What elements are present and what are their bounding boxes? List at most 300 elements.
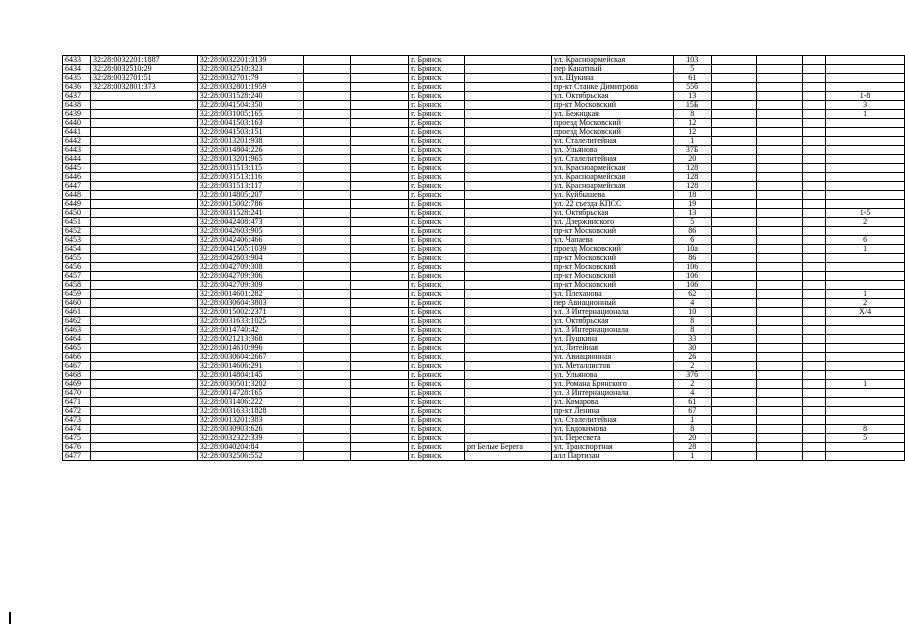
cell-col-10 [711,110,757,119]
cell-apartment [826,371,905,380]
table-row [63,299,905,308]
cell-col-12 [803,209,826,218]
cell-col-4 [303,119,351,128]
cell-apartment: 1 [826,245,905,254]
cell-col-4 [303,317,351,326]
cell-house-number: 4 [673,389,711,398]
cell-cadastral-number-old [90,245,197,254]
cell-col-5 [351,389,409,398]
cell-cadastral-number: 32:28:0031633:1025 [197,317,303,326]
cell-col-11 [757,101,803,110]
cell-col-12 [803,92,826,101]
cell-col-12 [803,326,826,335]
cell-settlement [465,353,552,362]
cell-street: пр-кт Станке Димитрова [551,83,673,92]
cell-row-number: 6467 [63,362,91,371]
cell-col-11 [757,218,803,227]
cell-col-11 [757,173,803,182]
cell-col-12 [803,173,826,182]
cell-settlement [465,308,552,317]
cell-col-5 [351,326,409,335]
cell-col-5 [351,137,409,146]
cell-col-10 [711,92,757,101]
cell-col-10 [711,389,757,398]
cell-row-number: 6459 [63,290,91,299]
cell-house-number: 86 [673,254,711,263]
cell-house-number: 8 [673,326,711,335]
cell-col-12 [803,245,826,254]
cell-cadastral-number: 32:28:0041503:151 [197,128,303,137]
cell-settlement [465,65,552,74]
cell-col-5 [351,308,409,317]
cell-apartment: 1-8 [826,92,905,101]
cell-col-10 [711,272,757,281]
cell-cadastral-number-old [90,335,197,344]
table-row [63,146,905,155]
cell-cadastral-number-old [90,254,197,263]
cell-house-number: 8 [673,425,711,434]
cell-cadastral-number-old [90,389,197,398]
cell-row-number: 6460 [63,299,91,308]
cell-col-12 [803,425,826,434]
cell-house-number: 4 [673,299,711,308]
cell-row-number: 6437 [63,92,91,101]
cell-col-4 [303,155,351,164]
cell-city: г. Брянск [409,398,465,407]
cell-cadastral-number-old [90,326,197,335]
cell-col-10 [711,182,757,191]
cell-street: пер Канатный [551,65,673,74]
cell-col-4 [303,209,351,218]
cell-col-4 [303,398,351,407]
cell-row-number: 6456 [63,263,91,272]
cell-street: проезд Московский [551,128,673,137]
cell-settlement [465,146,552,155]
cell-city: г. Брянск [409,245,465,254]
cell-col-10 [711,146,757,155]
cell-col-10 [711,164,757,173]
cell-cadastral-number-old [90,200,197,209]
cell-row-number: 6452 [63,227,91,236]
cell-row-number: 6440 [63,119,91,128]
cell-street: ул. Щукина [551,74,673,83]
cell-cadastral-number: 32:28:0014804:226 [197,146,303,155]
cell-col-5 [351,452,409,461]
cell-col-4 [303,380,351,389]
cell-row-number: 6451 [63,218,91,227]
cell-city: г. Брянск [409,182,465,191]
cell-col-12 [803,362,826,371]
cell-col-11 [757,83,803,92]
cell-row-number: 6475 [63,434,91,443]
cell-col-5 [351,344,409,353]
cell-col-12 [803,200,826,209]
cell-apartment [826,326,905,335]
cell-col-11 [757,407,803,416]
cell-col-4 [303,353,351,362]
table-row [63,389,905,398]
cell-apartment: Х/4 [826,308,905,317]
cell-col-4 [303,74,351,83]
cell-apartment [826,263,905,272]
cell-col-5 [351,371,409,380]
cell-apartment [826,128,905,137]
cell-settlement [465,380,552,389]
cell-cadastral-number-old [90,452,197,461]
cell-col-10 [711,452,757,461]
table-row [63,362,905,371]
cell-cadastral-number-old [90,290,197,299]
cell-row-number: 6450 [63,209,91,218]
cell-cadastral-number: 32:28:0014601:282 [197,290,303,299]
cell-house-number: 103 [673,56,711,65]
table-row [63,245,905,254]
cell-apartment [826,191,905,200]
cell-apartment: 2 [826,299,905,308]
cell-house-number: 5 [673,218,711,227]
table-row [63,344,905,353]
cell-col-5 [351,227,409,236]
cell-house-number: 106 [673,263,711,272]
table-row [63,281,905,290]
table-row [63,164,905,173]
cell-street: ул. 3 Интернационала [551,326,673,335]
cell-row-number: 6458 [63,281,91,290]
cell-city: г. Брянск [409,74,465,83]
cell-street: ул. Романа Брянского [551,380,673,389]
cell-apartment [826,353,905,362]
cell-col-12 [803,164,826,173]
table-row [63,119,905,128]
cell-city: г. Брянск [409,110,465,119]
cell-street: ул. Пушкина [551,335,673,344]
cell-col-10 [711,290,757,299]
cell-cadastral-number-old [90,101,197,110]
cell-cadastral-number: 32:28:0032801:1959 [197,83,303,92]
cell-col-5 [351,290,409,299]
cell-city: г. Брянск [409,452,465,461]
cell-row-number: 6462 [63,317,91,326]
cell-col-12 [803,155,826,164]
cell-col-4 [303,101,351,110]
cell-col-10 [711,263,757,272]
cell-apartment [826,272,905,281]
cell-col-5 [351,173,409,182]
cell-row-number: 6434 [63,65,91,74]
cell-col-5 [351,263,409,272]
cell-col-4 [303,434,351,443]
cell-col-5 [351,236,409,245]
cell-street: ул. Октябрьская [551,317,673,326]
table-row [63,326,905,335]
cell-cadastral-number-old [90,398,197,407]
cell-street: пр-кт Московский [551,272,673,281]
cell-house-number: 19 [673,200,711,209]
cell-cadastral-number-old [90,137,197,146]
cell-city: г. Брянск [409,128,465,137]
cell-city: г. Брянск [409,263,465,272]
cell-col-11 [757,434,803,443]
cell-cadastral-number-old: 32:28:0032510:29 [90,65,197,74]
cell-col-11 [757,353,803,362]
cell-col-10 [711,56,757,65]
cell-cadastral-number: 32:28:0032701:79 [197,74,303,83]
cell-settlement [465,452,552,461]
cell-street: ул. Ульянова [551,371,673,380]
cell-apartment: 1-5 [826,209,905,218]
cell-col-4 [303,308,351,317]
cell-col-5 [351,317,409,326]
cell-cadastral-number-old [90,425,197,434]
cell-house-number: 8 [673,317,711,326]
cell-col-12 [803,416,826,425]
cell-col-11 [757,74,803,83]
cell-col-5 [351,425,409,434]
cell-settlement [465,83,552,92]
cell-cadastral-number-old [90,443,197,452]
cell-street: пер Авиационный [551,299,673,308]
cell-col-10 [711,245,757,254]
cell-house-number: 128 [673,164,711,173]
cell-cadastral-number: 32:28:0031633:1828 [197,407,303,416]
cell-settlement [465,164,552,173]
cell-apartment [826,119,905,128]
cell-apartment [826,83,905,92]
cell-house-number: 30 [673,344,711,353]
cell-cadastral-number-old [90,380,197,389]
cell-city: г. Брянск [409,236,465,245]
cell-col-10 [711,200,757,209]
table-row [63,191,905,200]
cell-house-number: 2 [673,362,711,371]
cell-col-10 [711,83,757,92]
cell-apartment: 1 [826,380,905,389]
cell-apartment [826,416,905,425]
cell-col-10 [711,353,757,362]
cell-city: г. Брянск [409,443,465,452]
cell-col-10 [711,326,757,335]
cell-col-10 [711,362,757,371]
cell-row-number: 6469 [63,380,91,389]
cell-city: г. Брянск [409,335,465,344]
cell-settlement [465,362,552,371]
cell-col-12 [803,380,826,389]
cell-col-11 [757,200,803,209]
cell-cadastral-number-old [90,434,197,443]
cell-col-10 [711,308,757,317]
cell-row-number: 6476 [63,443,91,452]
cell-house-number: 106 [673,281,711,290]
cell-col-4 [303,200,351,209]
cell-cadastral-number: 32:28:0042408:473 [197,218,303,227]
cell-street: проезд Московский [551,119,673,128]
cell-cadastral-number-old [90,416,197,425]
cell-settlement [465,155,552,164]
cell-settlement [465,137,552,146]
cell-col-5 [351,416,409,425]
cell-col-4 [303,236,351,245]
cell-col-5 [351,119,409,128]
cell-col-12 [803,317,826,326]
cell-city: г. Брянск [409,173,465,182]
cell-row-number: 6457 [63,272,91,281]
cell-cadastral-number-old [90,371,197,380]
cell-row-number: 6455 [63,254,91,263]
cell-row-number: 6464 [63,335,91,344]
cell-col-12 [803,119,826,128]
cell-house-number: 26 [673,353,711,362]
cell-col-10 [711,218,757,227]
cell-cadastral-number: 32:28:0021213:368 [197,335,303,344]
cell-apartment [826,146,905,155]
cell-col-4 [303,407,351,416]
cell-street: ул. Дзержинского [551,218,673,227]
cell-col-11 [757,335,803,344]
cell-city: г. Брянск [409,290,465,299]
cell-cadastral-number-old [90,173,197,182]
cell-col-5 [351,83,409,92]
cell-row-number: 6438 [63,101,91,110]
cell-settlement [465,407,552,416]
cell-city: г. Брянск [409,326,465,335]
cell-col-4 [303,362,351,371]
cell-city: г. Брянск [409,218,465,227]
cell-house-number: 28 [673,443,711,452]
cell-col-12 [803,65,826,74]
cell-street: ул. Сталелитейная [551,155,673,164]
cell-row-number: 6447 [63,182,91,191]
cell-cadastral-number: 32:28:0031528:240 [197,92,303,101]
cell-cadastral-number: 32:28:0014804:145 [197,371,303,380]
cell-apartment [826,200,905,209]
cell-col-5 [351,101,409,110]
cell-col-11 [757,128,803,137]
cell-col-12 [803,344,826,353]
cell-apartment [826,155,905,164]
cell-city: г. Брянск [409,272,465,281]
cell-apartment [826,56,905,65]
cell-settlement [465,218,552,227]
cell-city: г. Брянск [409,434,465,443]
cell-col-11 [757,209,803,218]
table-row [63,65,905,74]
cell-settlement [465,299,552,308]
cell-house-number: 8 [673,110,711,119]
cell-cadastral-number-old [90,272,197,281]
cell-settlement [465,110,552,119]
cell-col-11 [757,326,803,335]
cell-cadastral-number-old [90,353,197,362]
cell-col-4 [303,65,351,74]
cell-col-5 [351,155,409,164]
cell-col-10 [711,299,757,308]
cell-col-11 [757,398,803,407]
cell-col-10 [711,101,757,110]
cell-col-12 [803,128,826,137]
cell-cadastral-number-old [90,299,197,308]
page-edge-mark [9,612,11,624]
cell-house-number: 62 [673,290,711,299]
cell-street: пр-кт Московский [551,281,673,290]
cell-street: ул. Плеханова [551,290,673,299]
cell-street: ул. Куйбышева [551,191,673,200]
table-row [63,452,905,461]
cell-col-12 [803,110,826,119]
cell-row-number: 6468 [63,371,91,380]
cell-house-number: 37б [673,371,711,380]
cell-col-5 [351,353,409,362]
table-row [63,101,905,110]
cell-city: г. Брянск [409,254,465,263]
cell-col-10 [711,137,757,146]
table-row [63,218,905,227]
cell-city: г. Брянск [409,83,465,92]
cell-apartment [826,317,905,326]
cell-col-12 [803,56,826,65]
cell-col-12 [803,227,826,236]
cell-house-number: 128 [673,182,711,191]
cell-apartment: 1 [826,110,905,119]
cell-cadastral-number: 32:28:0041505:1039 [197,245,303,254]
cell-cadastral-number-old [90,119,197,128]
cell-street: ул. 22 съезда КПСС [551,200,673,209]
cell-apartment [826,74,905,83]
cell-cadastral-number: 32:28:0031528:241 [197,209,303,218]
cell-apartment: 1 [826,290,905,299]
cell-cadastral-number: 32:28:0015002:2371 [197,308,303,317]
cell-col-12 [803,182,826,191]
cell-street: ул. 3 Интернационала [551,389,673,398]
cell-settlement [465,290,552,299]
cell-col-4 [303,452,351,461]
cell-col-5 [351,200,409,209]
cell-cadastral-number: 32:28:0042709:309 [197,281,303,290]
cell-street: ул. Красноармейская [551,56,673,65]
table-row [63,434,905,443]
cell-col-11 [757,272,803,281]
cell-col-10 [711,371,757,380]
cell-city: г. Брянск [409,92,465,101]
cell-row-number: 6453 [63,236,91,245]
cell-cadastral-number-old [90,155,197,164]
cell-col-11 [757,443,803,452]
cell-col-10 [711,173,757,182]
cell-col-12 [803,443,826,452]
cell-settlement [465,119,552,128]
cell-apartment: 5 [826,434,905,443]
cell-settlement [465,326,552,335]
table-row [63,128,905,137]
cell-col-10 [711,407,757,416]
cell-row-number: 6436 [63,83,91,92]
cell-col-11 [757,281,803,290]
cell-street: пр-кт Ленина [551,407,673,416]
cell-col-11 [757,56,803,65]
cell-settlement [465,200,552,209]
cell-col-4 [303,83,351,92]
cell-col-12 [803,434,826,443]
cell-col-10 [711,434,757,443]
cell-col-10 [711,227,757,236]
cell-col-11 [757,236,803,245]
cell-settlement [465,317,552,326]
cell-col-4 [303,191,351,200]
cell-cadastral-number-old [90,218,197,227]
cell-col-4 [303,416,351,425]
cell-settlement [465,254,552,263]
cell-street: ул. Сталелитейная [551,137,673,146]
cell-cadastral-number: 32:28:0013201:938 [197,137,303,146]
